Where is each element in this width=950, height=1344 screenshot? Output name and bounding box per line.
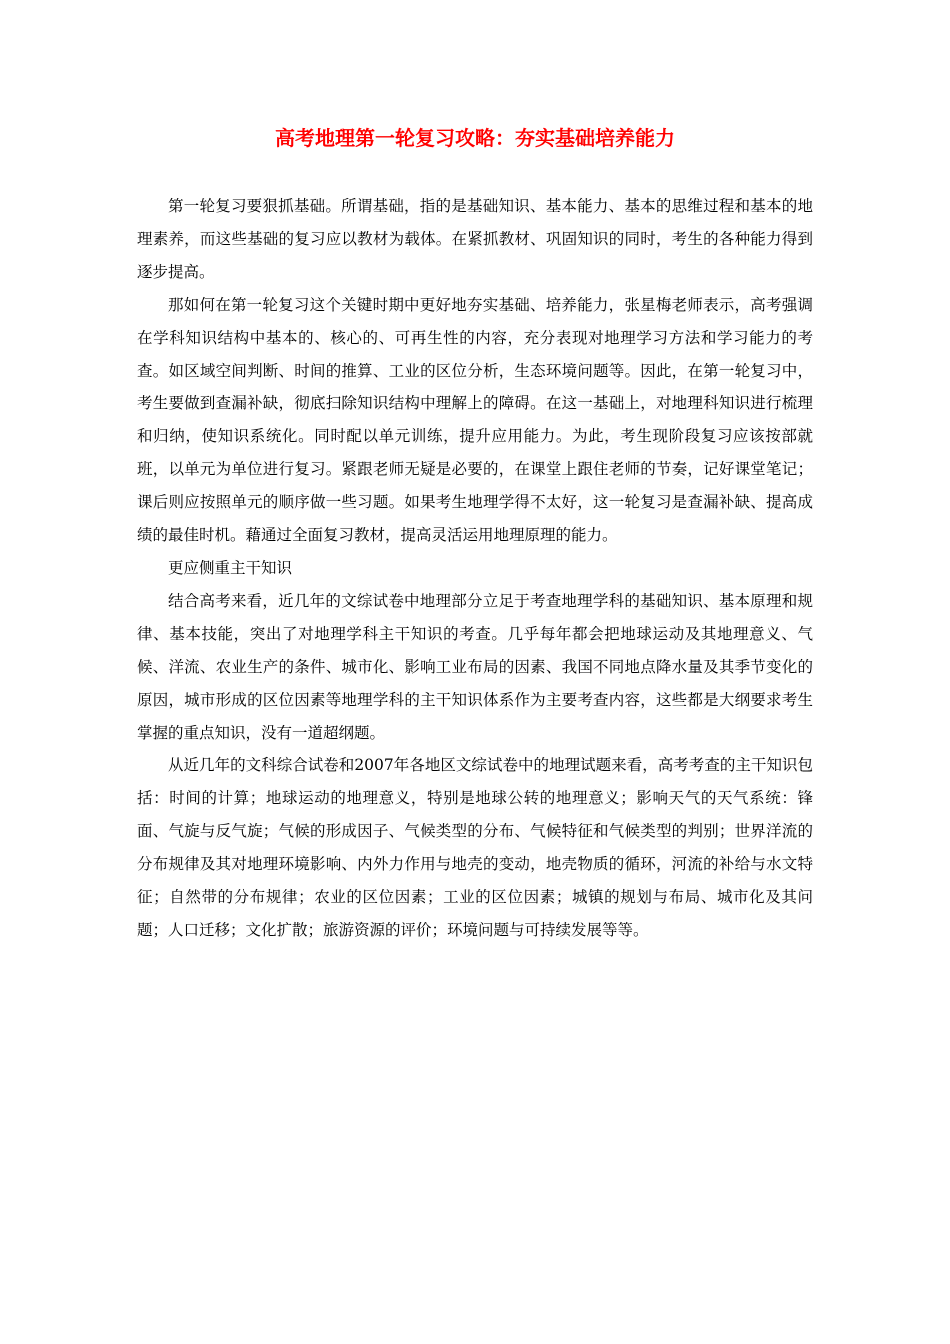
section-heading: 更应侧重主干知识 [168, 558, 293, 577]
document-title: 高考地理第一轮复习攻略：夯实基础培养能力 [275, 126, 675, 150]
paragraph-2: 那如何在第一轮复习这个关键时期中更好地夯实基础、培养能力，张星梅老师表示，高考强调在学科知识结构中基本的、核心的、可再生性的内容，充分表现对地理学习方法和学习能力的考查。如区域空间判断、时间的推算、工业的区位分析，生态环境问题等。因此，在第一轮复习中，考生要做到查漏补缺，彻底扫除知识结构中理解上的障碍。在这一基础上，对地理科知识进行梳理和归纳，使知识系统化。同时配以单元训练，提升应用能力。为此，考生现阶段复习应该按部就班，以单元为单位进行复习。紧跟老师无疑是必要的，在课堂上跟住老师的节奏，记好课堂笔记；课后则应按照单元的顺序做一些习题。如果考生地理学得不太好，这一轮复习是查漏补缺、提高成绩的最佳时机。藉通过全面复习教材，提高灵活运用地理原理的能力。 [137, 295, 813, 545]
paragraph-4: 从近几年的文科综合试卷和2007年各地区文综试卷中的地理试题来看，高考考查的主干知识包括：时间的计算；地球运动的地理意义，特别是地球公转的地理意义；影响天气的天气系统：锋面、气旋与反气旋；气候的形成因子、气候类型的分布、气候特征和气候类型的判别；世界洋流的分布规律及其对地理环境影响、内外力作用与地壳的变动，地壳物质的循环，河流的补给与水文特征；自然带的分布规律；农业的区位因素；工业的区位因素；城镇的规划与布局、城市化及其问题；人口迁移；文化扩散；旅游资源的评价；环境问题与可持续发展等等。 [137, 756, 813, 939]
paragraph-1: 第一轮复习要狠抓基础。所谓基础，指的是基础知识、基本能力、基本的思维过程和基本的地理素养，而这些基础的复习应以教材为载体。在紧抓教材、巩固知识的同时，考生的各种能力得到逐步提高。 [137, 197, 813, 281]
paragraph-3: 结合高考来看，近几年的文综试卷中地理部分立足于考查地理学科的基础知识、基本原理和规律、基本技能，突出了对地理学科主干知识的考查。几乎每年都会把地球运动及其地理意义、气候、洋流、农业生产的条件、城市化、影响工业布局的因素、我国不同地点降水量及其季节变化的原因，城市形成的区位因素等地理学科的主干知识体系作为主要考查内容，这些都是大纲要求考生掌握的重点知识，没有一道超纲题。 [137, 591, 813, 742]
document-body [137, 190, 813, 947]
